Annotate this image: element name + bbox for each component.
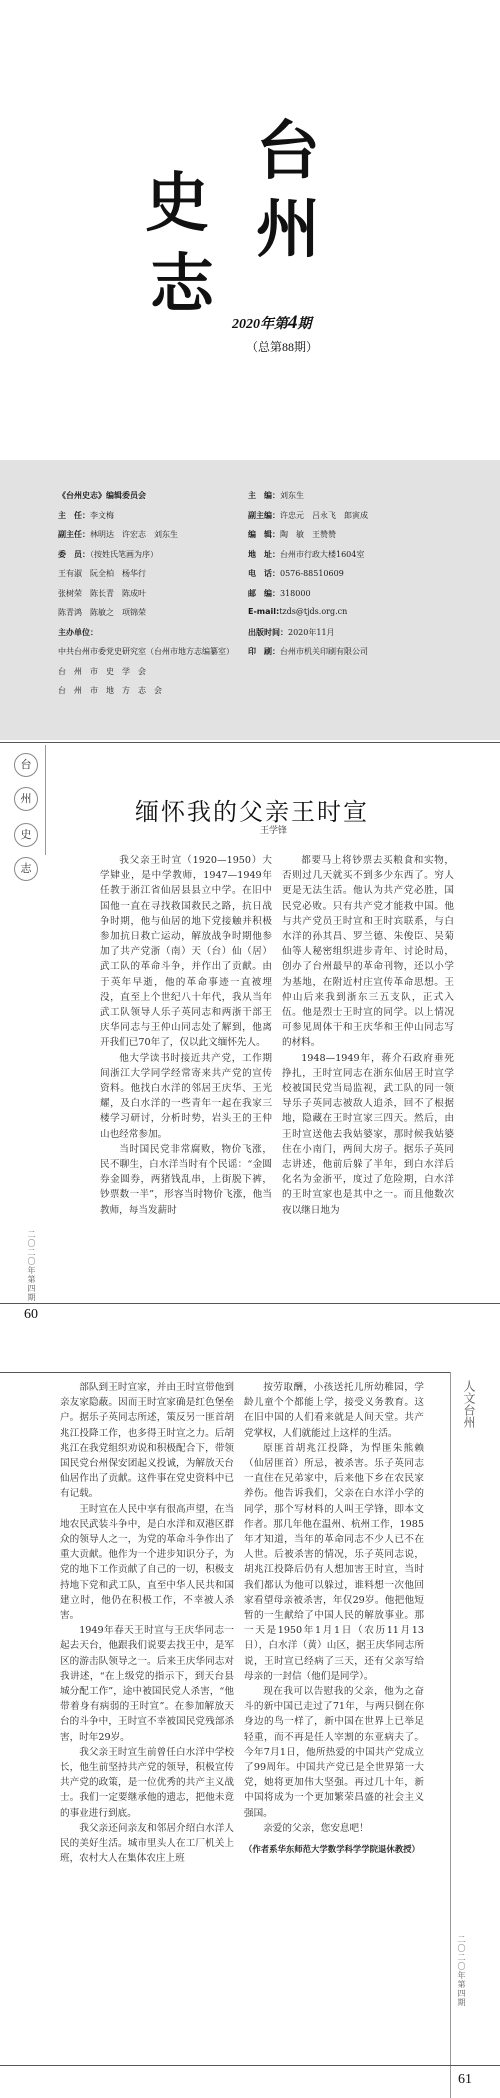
masthead-key: 主 编：: [248, 491, 280, 500]
masthead-row: [58, 588, 146, 599]
page61-column-left: [60, 1380, 234, 1867]
masthead-value: 台州市行政大楼1604室: [280, 549, 365, 559]
article-title: 缅怀我的父亲王时宣: [135, 798, 369, 826]
masthead-key: 电 话：: [248, 569, 280, 578]
page60-side-tab-lower: [0, 828, 48, 903]
masthead-value: 王有淑 阮全柏 杨华行: [58, 569, 146, 578]
paragraph: 1948—1949年，蒋介石政府垂死挣扎，王时宣同志在浙东仙居王时宣学校被国民党当局监视，武工队的同一领导乐子英同志被敌人追杀，回不了根据地，隐藏在王时宣家三四天。然后，由王时宣送他去我姑婆家，那时候我姑婆住在小南门，两间大房子。据乐子英同志讲述，他前后躲了半年，到白水洋后化名为金浙平，度过了危险期，白水洋的王时宣家也是其中之一。而且他数次夜以继日地为: [282, 1052, 454, 1216]
cover-title-char-1: 台: [256, 114, 320, 189]
masthead-row: [248, 510, 368, 521]
masthead-row: [248, 627, 335, 638]
page61-side-divider: [450, 1372, 451, 2098]
cover-title-char-4: 志: [150, 247, 214, 322]
masthead-row: [58, 568, 146, 579]
page60-vertical-label: 二〇二〇年第四期: [27, 1230, 36, 1302]
page60-column-right: [282, 853, 454, 1218]
paragraph: 我父亲王时宣生前曾任白水洋中学校长，他生前坚持共产党的领导，积极宣传共产党的政策，是一位优秀的共产主义战士。我们一定要继承他的遗志，把他未竟的事业进行到底。: [60, 1746, 234, 1819]
issue-prefix: 2020年第: [232, 317, 288, 332]
side-tab-divider: [45, 745, 46, 855]
author-signature: （作者系华东师范大学数学科学学院退休教授）: [244, 1844, 420, 1855]
masthead-value: 李文梅: [90, 510, 114, 520]
masthead-value: 台州市机关印刷有限公司: [280, 647, 368, 656]
side-char-3: 史: [14, 823, 38, 847]
masthead-value: 陶 敏 王赞赞: [280, 530, 336, 539]
masthead-row: [248, 529, 336, 540]
paragraph: 亲爱的父亲，您安息吧！: [263, 1822, 369, 1834]
page61-bottom-rule: [0, 2065, 500, 2066]
masthead-row: [58, 510, 114, 521]
masthead-value: 中共台州市委党史研究室（台州市地方志编纂室）: [58, 647, 234, 656]
masthead-key: 出版时间：: [248, 627, 288, 637]
masthead-row: [248, 607, 347, 616]
masthead-value: 0576-88510609: [280, 569, 344, 578]
cover-title-char-3: 史: [145, 166, 209, 241]
page61-top-rule: [0, 1372, 450, 1373]
page60-top-rule: [0, 742, 500, 743]
masthead-key: 印 刷：: [248, 647, 280, 656]
masthead-key: 编 辑：: [248, 530, 280, 539]
paragraph: 部队到王时宣家，并由王时宣带他到亲友家隐蔽。因而王时宣家确是红色堡垒户。据乐子英同志所述，策反另一匪首胡兆江投降工作，也多得王时宣之力。后胡兆江在我党组织劝说和积极配合下，带领国民党台州保安团起义投诚，为解放天台仙居作出了贡献。这件事在党史资料中已有记载。: [60, 1382, 234, 1500]
cover-title-char-2: 州: [256, 192, 320, 267]
masthead-value: 林明达 许宏志 刘东生: [90, 530, 178, 539]
masthead-row: [248, 646, 368, 657]
masthead-value: 2020年11月: [288, 627, 335, 637]
masthead-key: 主办单位：: [58, 627, 98, 637]
issue-number: 4: [288, 312, 298, 333]
article-author: 王学锋: [260, 826, 288, 836]
masthead-row: [58, 666, 146, 677]
masthead-value: 张树荣 陈长青 陈成叶: [58, 588, 146, 598]
masthead-row: [58, 646, 234, 657]
masthead-key: 《台州史志》编辑委员会: [58, 491, 146, 500]
masthead-key: 地 址：: [248, 549, 280, 559]
side-char-1: 台: [14, 753, 38, 777]
masthead-value: 陈青鸿 陈敏之 项锦荣: [58, 608, 146, 617]
page61-column-right: [244, 1380, 424, 1857]
page61-number: 61: [458, 2072, 472, 2087]
masthead-value: （按姓氏笔画为序）: [90, 549, 158, 559]
masthead-value: 刘东生: [280, 491, 304, 500]
masthead-panel: [0, 460, 500, 740]
masthead-key: 主 任：: [58, 510, 90, 520]
masthead-row: [248, 490, 304, 501]
masthead-key: 邮 编：: [248, 588, 280, 598]
paragraph: 1949年春天王时宣与王庆华同志一起去天台，他跟我们说要去找王中，是军区的游击队领导之一。后来王庆华同志对我讲述，“在上级党的指示下，到天台县城分配工作”，途中被国民党人杀害，“他带着身有病弱的王时宣”。在参加解放天台的斗争中，王时宣不幸被国民党残部杀害，时年29岁。: [60, 1625, 234, 1743]
issue-suffix: 期: [297, 317, 312, 332]
masthead-row: [58, 490, 146, 501]
page60-number: 60: [24, 1307, 38, 1322]
masthead-row: [58, 549, 158, 560]
masthead-key: 副主任：: [58, 530, 90, 539]
masthead-row: [248, 588, 311, 599]
masthead-row: [58, 607, 146, 618]
page61-vertical-label: 二〇二〇年第四期: [457, 1935, 466, 2007]
paragraph: 按劳取酬，小孩送托儿所幼稚园，学龄儿童个个都能上学，接受义务教育。这在旧中国的人们看来就是人间天堂。共产党掌权，人们就能过上这样的生活。: [244, 1382, 424, 1439]
masthead-value: 318000: [280, 588, 311, 598]
masthead-key: E-mail:: [248, 607, 280, 616]
masthead-row: [248, 549, 364, 560]
side-char-4: 志: [14, 857, 38, 881]
paragraph: 当时国民党非常腐败，物价飞涨，民不聊生，白水洋当时有个民谣：“金圆券金圆券，两猪钱乱串，上街脱下裤，钞票数一半”，形容当时物价飞涨，他当教师，每当发薪时: [100, 1143, 272, 1216]
paragraph: 我父亲还问亲友和邻居介绍白水洋人民的美好生活。城市里头人在工厂机关上班，农村大人在集体农庄上班: [60, 1822, 234, 1865]
masthead-value: 台 州 市 史 学 会: [58, 666, 146, 676]
paragraph: 原匪首胡兆江投降，为悍匪朱熊赖（仙居匪首）所忌，被杀害。乐子英同志一直住在兄弟家中，后来他下乡在农民家养伤。他告诉我们，父亲在白水洋小学的同学，那个写材料的人叫王学锋，即本文作者。那几年他在温州、杭州工作，1985年才知道，当年的革命同志不少人已不在人世。后被杀害的情况，乐子英同志说，胡兆江投降后仍有人想加害王时宣，当时我们都认为他可以躲过，谁料想一次他回家看望母亲被杀害，年仅29岁。他把他短暂的一生献给了中国人民的解放事业。那一天是1950年1月1日（农历11月13日），白水洋（黄）山区，据王庆华同志所说，王时宣已经病了三天，还有父亲写给母亲的一封信（他们是同学）。: [244, 1442, 424, 1682]
issue-line: [232, 312, 312, 334]
issue-total: （总第88期）: [246, 340, 319, 354]
paragraph: 他大学读书时接近共产党，工作期间浙江大学同学经常寄来共产党的宣传资料。他找白水洋的邻居王庆华、王光耀，及白水洋的一些青年一起在我家三楼学习研讨，分析时势，岩头王的王仲山也经常参加。: [100, 1052, 272, 1140]
page60-bottom-rule: [0, 1303, 500, 1304]
masthead-value: 许忠元 吕永飞 郎寅成: [280, 510, 368, 520]
masthead-row: [58, 685, 162, 696]
masthead-row: [58, 627, 98, 638]
masthead-row: [248, 568, 344, 579]
section-label: 人文台州: [462, 1380, 476, 1428]
masthead-key: 副主编：: [248, 510, 280, 520]
side-char-2: 州: [14, 787, 38, 811]
paragraph: 王时宣在人民中享有很高声望，在当地农民武装斗争中，是白水洋和双港区群众的领导人之一，为党的革命斗争作出了重大贡献。他作为一个进步知识分子，为党的地下工作贡献了自己的一切，积极支持地下党和武工队，直至中华人民共和国建立时，他仍在积极工作，不幸被人杀害。: [60, 1503, 234, 1622]
paragraph: 都要马上将钞票去买粮食和实物，否则过几天就买不到多少东西了。穷人更是无法生活。他认为共产党必胜，国民党必败。只有共产党才能救中国。他与共产党员王时宣和王时宾联系，与白水洋的孙其昌、罗兰德、朱俊臣、吴菊仙等人秘密组织进步青年、讨论时局，创办了台州最早的革命刊物，还以小学为基地，在附近村庄宣传革命思想。王仲山后来我到浙东三五支队，正式入伍。他是烈士王时宣的同学。以上情况可参见周体干和王庆华和王仲山同志写的材料。: [282, 855, 454, 1049]
masthead-row: [58, 529, 178, 540]
paragraph: 现在我可以告慰我的父亲，他为之奋斗的新中国已走过了71年，与两只倒在你身边的鸟一样了，新中国在世界上已举足轻重，而不再是任人宰割的东亚病夫了。今年7月1日，他所热爱的中国共产党成立了99周年。中国共产党已是全世界第一大党，她将更加伟大坚强。再过几十年，新中国将成为一个更加繁荣昌盛的社会主义强国。: [244, 1686, 424, 1819]
masthead-value: 台 州 市 地 方 志 会: [58, 686, 162, 695]
paragraph: 我父亲王时宣（1920—1950）大学肄业，是中学教师，1947—1949年任教于浙江省仙居县县立中学。在旧中国他一直在寻找救国救民之路，抗日战争时期，他与仙居的地下党接触并积极参加抗日救亡运动，解放战争时期他参加了共产党浙（南）天（台）仙（居）武工队的革命斗争，并作出了贡献。由于英年早逝，他的革命事迹一直被埋没，直至上个世纪八十年代，我从当年武工队领导人乐子英同志和两浙干部王庆华同志与王仲山同志处了解到，他离开我们已70年了，仅以此文缅怀先人。: [100, 855, 272, 1049]
masthead-value: tzds@tjds.org.cn: [279, 607, 348, 616]
page60-column-left: [100, 853, 272, 1218]
masthead-key: 委 员：: [58, 549, 90, 559]
